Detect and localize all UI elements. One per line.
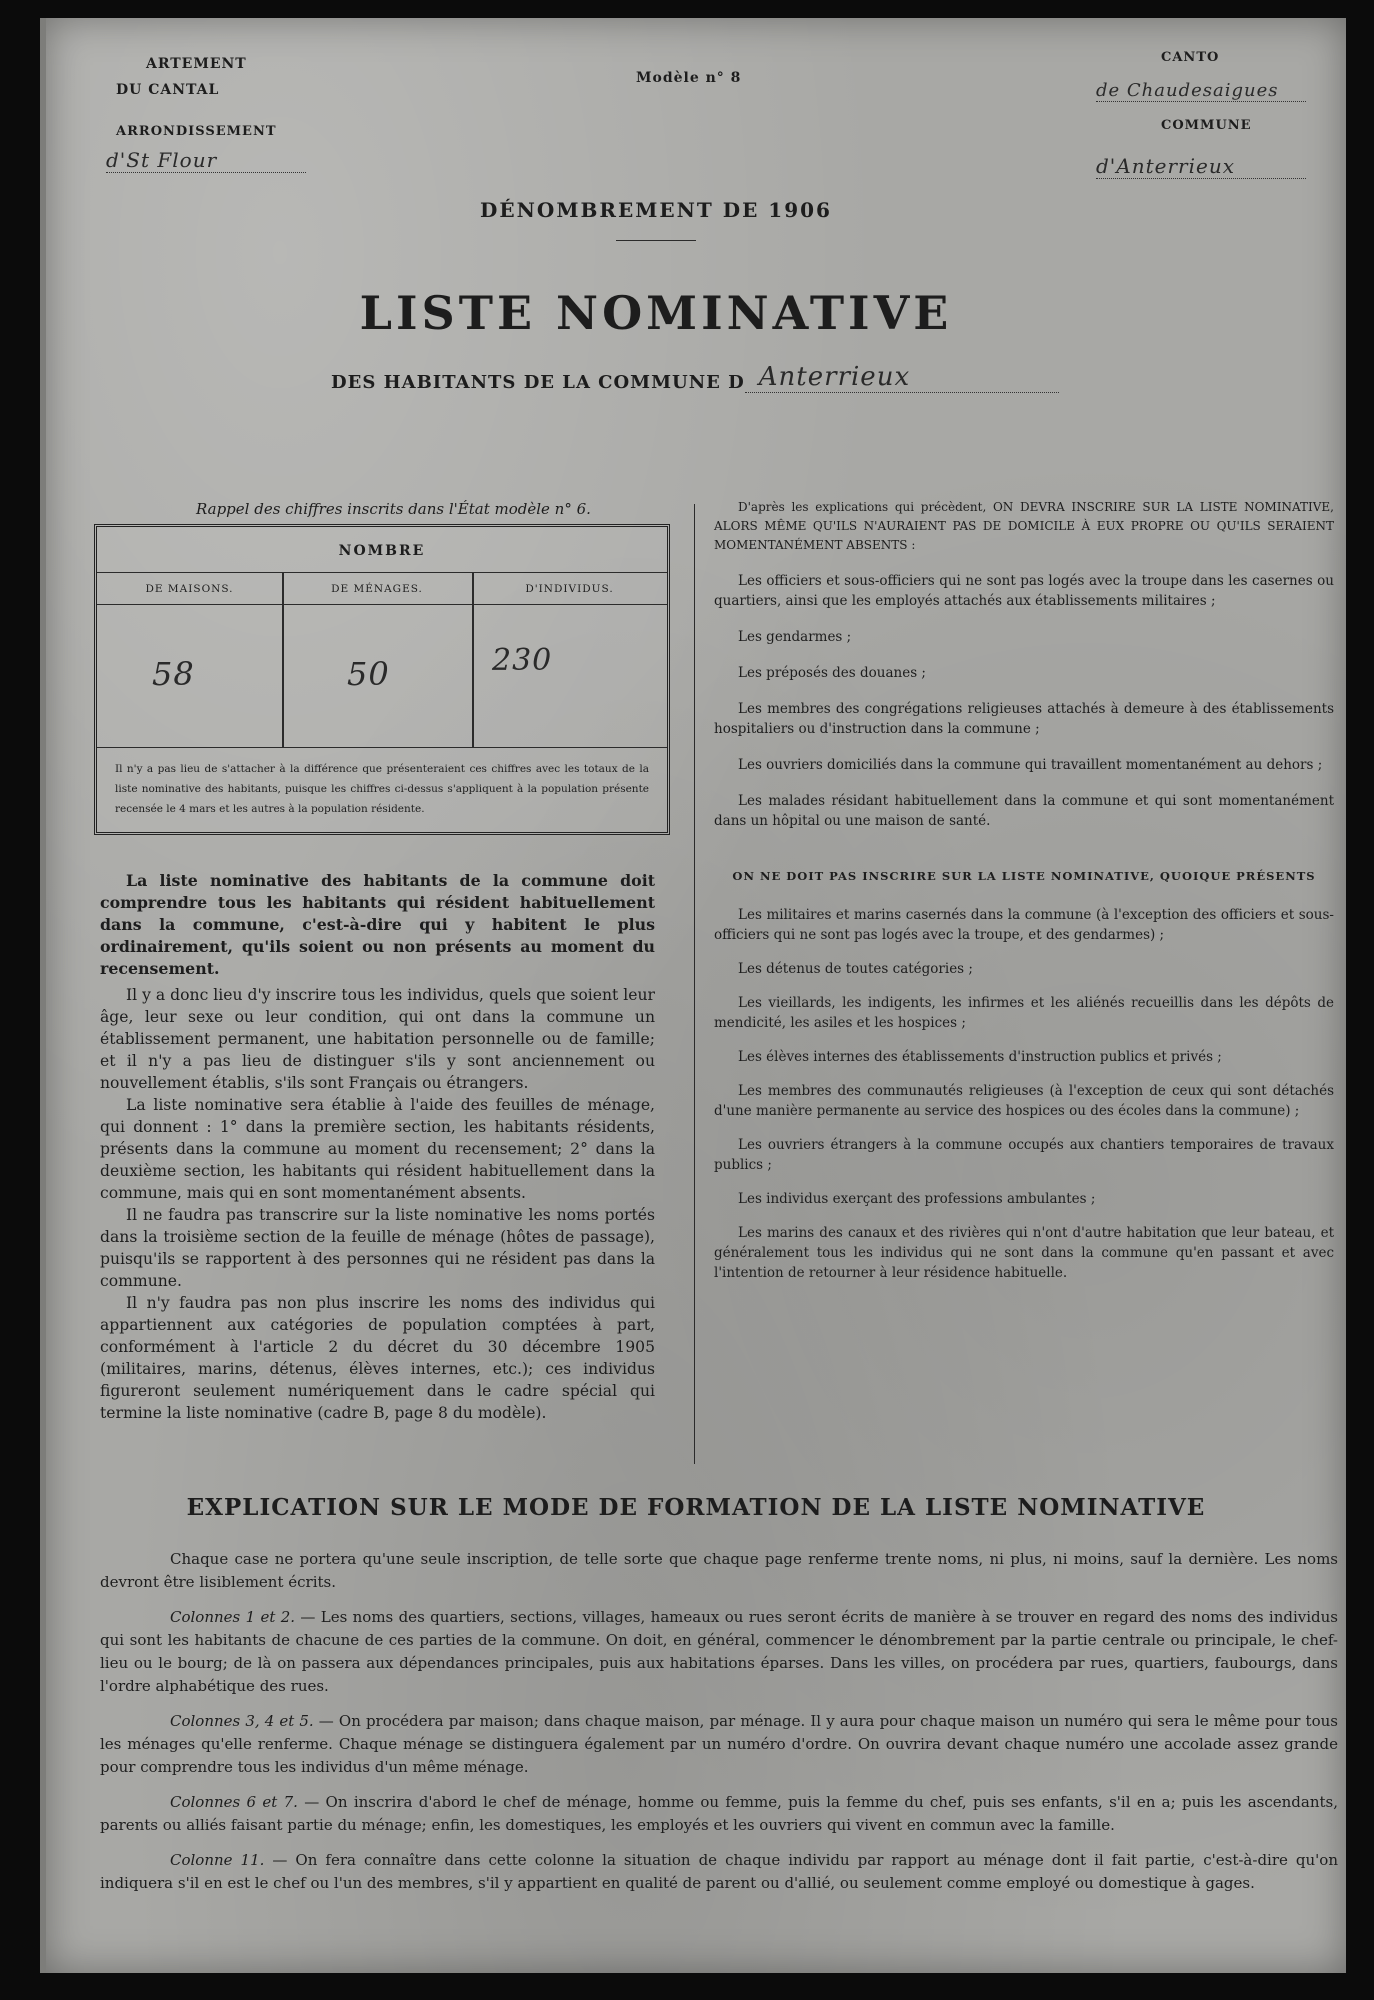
list-item: Les individus exerçant des professions ambulantes ;	[738, 1191, 1096, 1207]
column-divider	[694, 504, 695, 1464]
left-paragraph-4: Il ne faudra pas transcrire sur la liste nominative les noms portés dans la troisième section de la feuille de ménage (hôtes de passage), puisqu'ils se rapportent à des personnes qui ne résident pas dans la commune.	[100, 1206, 655, 1290]
explanation-item	[100, 1606, 1338, 1698]
list-item: Les ouvriers étrangers à la commune occupés aux chantiers temporaires de travaux publics ;	[714, 1137, 1334, 1173]
list-item: Les détenus de toutes catégories ;	[738, 961, 973, 977]
recall-col-maisons: DE MAISONS.	[145, 583, 234, 595]
document-sheet	[40, 18, 1346, 1973]
recall-note-rule	[97, 747, 667, 748]
right-intro: D'après les explications qui précèdent, ON DEVRA INSCRIRE SUR LA LISTE NOMINATIVE, ALORS MÊME QU'ILS N'AURAIENT PAS DE DOMICILE À EUX PROPRE OU QU'ILS SERAIENT MOMENTANÉMENT ABSENTS :	[714, 500, 1334, 552]
explanation-item	[100, 1710, 1338, 1779]
left-paragraph-5: Il n'y faudra pas non plus inscrire les noms des individus qui appartiennent aux catégories de population comptées à part, conformément à l'article 2 du décret du 30 décembre 1905 (militaires, marins, détenus, élèves internes, etc.); ces individus figureront seulement numériquement dans le cadre spécial qui termine la liste nominative (cadre B, page 8 du modèle).	[100, 1294, 655, 1422]
recall-table	[94, 524, 670, 835]
recall-col-menages: DE MÉNAGES.	[331, 583, 423, 595]
include-list	[714, 571, 1334, 831]
header-department-line1: ARTEMENT	[146, 56, 247, 72]
recall-value-maisons: 58	[152, 655, 195, 693]
left-paragraph-3: La liste nominative sera établie à l'aide des feuilles de ménage, qui donnent : 1° dans la première section, les habitants résidents, présents dans la commune au moment du recensement; 2° dans la deuxième section, les habitants qui résident habituellement dans la commune, mais qui en sont momentanément absents.	[100, 1096, 655, 1202]
title-divider	[616, 240, 696, 241]
recall-vrule-1	[282, 572, 284, 747]
explanation-items	[100, 1606, 1338, 1895]
explanation-heading: EXPLICATION SUR LE MODE DE FORMATION DE LA LISTE NOMINATIVE	[186, 1494, 1206, 1521]
recall-col-individus: D'INDIVIDUS.	[525, 583, 614, 595]
header-canton-handwritten: de Chaudesaigues	[1096, 80, 1306, 102]
explanation-item-text: — Les noms des quartiers, sections, villages, hameaux ou rues seront écrits de manière à se trouver en regard des noms des individus qui sont les habitants de chacune de ces parties de la commune. On doit, en général, commencer le dénombrement par la partie centrale ou principale, le chef-lieu ou le bourg; de là on passera aux dépendances principales, puis aux habitations éparses. Dans les villes, on procédera par rues, quartiers, faubourgs, dans l'ordre alphabétique des rues.	[100, 1608, 1339, 1695]
explanation-intro: Chaque case ne portera qu'une seule inscription, de telle sorte que chaque page renferme trente noms, ni plus, ni moins, sauf la dernière. Les noms devront être lisiblement écrits.	[100, 1550, 1338, 1591]
explanation-item-label: Colonnes 6 et 7.	[170, 1793, 298, 1811]
explanation-item-label: Colonnes 1 et 2.	[170, 1608, 296, 1626]
recall-value-individus: 230	[492, 643, 553, 678]
explanation-item	[100, 1849, 1338, 1895]
denombrement-title: DÉNOMBREMENT DE 1906	[480, 198, 832, 222]
list-item: Les membres des congrégations religieuses attachés à demeure à des établissements hospitaliers ou d'instruction dans la commune ;	[714, 701, 1334, 737]
explanation-item-text: — On procédera par maison; dans chaque maison, par ménage. Il y aura pour chaque maison un numéro qui sera le même pour tous les ménages qu'elle renferme. Chaque ménage se distinguera également par un numéro d'ordre. On ouvrira devant chaque numéro une accolade assez grande pour comprendre tous les individus d'un même ménage.	[100, 1712, 1338, 1776]
header-canton-label: CANTO	[1161, 50, 1220, 65]
list-item: Les élèves internes des établissements d'instruction publics et privés ;	[738, 1049, 1222, 1065]
recall-value-menages: 50	[347, 655, 390, 693]
explanation-item-text: — On inscrira d'abord le chef de ménage, homme ou femme, puis la femme du chef, puis ses enfants, s'il en a; puis les ascendants, parents ou alliés faisant partie du ménage; enfin, les domestiques, les employés et les ouvriers qui vivent en commun avec la famille.	[100, 1793, 1339, 1834]
explanation-body	[100, 1548, 1338, 1907]
header-commune-label: COMMUNE	[1161, 118, 1252, 133]
left-paragraph-2: Il y a donc lieu d'y inscrire tous les individus, quels que soient leur âge, leur sexe ou leur condition, qui ont dans la commune un établissement permanent, une habitation personnelle ou de famille; et il n'y a pas lieu de distinguer s'ils y sont anciennement ou nouvellement établis, s'ils sont Français ou étrangers.	[100, 986, 655, 1092]
recall-vrule-2	[472, 572, 474, 747]
right-column	[714, 498, 1334, 1297]
explanation-item	[100, 1791, 1338, 1837]
header-commune-handwritten: d'Anterrieux	[1096, 154, 1306, 179]
explanation-item-text: — On fera connaître dans cette colonne la situation de chaque individu par rapport au ménage dont il fait partie, c'est-à-dire qu'on indiquera s'il en est le chef ou l'un des membres, s'il y appartient en qualité de parent ou d'allié, ou seulement comme employé ou domestique à gages.	[100, 1851, 1338, 1892]
commune-line	[331, 362, 1059, 393]
left-paragraph-1: La liste nominative des habitants de la commune doit comprendre tous les habitants qui résident habituellement dans la commune, c'est-à-dire qui y habitent le plus ordinairement, qu'ils soient ou non présents au moment du recensement.	[100, 871, 655, 978]
explanation-item-label: Colonnes 3, 4 et 5.	[170, 1712, 314, 1730]
left-column	[100, 870, 655, 1424]
list-item: Les marins des canaux et des rivières qui n'ont d'autre habitation que leur bateau, et généralement tous les individus qui ne sont dans la commune qu'en passant et avec l'intention de retourner à leur résidence habituelle.	[714, 1225, 1334, 1281]
exclude-list	[714, 905, 1334, 1283]
list-item: Les militaires et marins casernés dans la commune (à l'exception des officiers et sous-officiers qui ne sont pas logés avec la troupe, et des gendarmes) ;	[714, 907, 1334, 943]
model-number: Modèle n° 8	[636, 70, 742, 86]
commune-prefix: DES HABITANTS DE LA COMMUNE D	[331, 372, 745, 393]
list-item: Les vieillards, les indigents, les infirmes et les aliénés recueillis dans les dépôts de mendicité, les asiles et les hospices ;	[714, 995, 1334, 1031]
explanation-item-label: Colonne 11.	[170, 1851, 265, 1869]
list-item: Les malades résidant habituellement dans la commune et qui sont momentanément dans un hôpital ou une maison de santé.	[714, 793, 1334, 829]
list-item: Les officiers et sous-officiers qui ne sont pas logés avec la troupe dans les casernes ou quartiers, ainsi que les employés attachés aux établissements militaires ;	[714, 573, 1334, 609]
list-item: Les préposés des douanes ;	[738, 665, 926, 681]
recall-header-rule	[97, 572, 667, 573]
commune-handwritten: Anterrieux	[745, 362, 1059, 393]
recall-caption: Rappel des chiffres inscrits dans l'État modèle n° 6.	[196, 500, 591, 518]
recall-note: Il n'y a pas lieu de s'attacher à la différence que présenteraient ces chiffres avec les totaux de la liste nominative des habitants, puisque les chiffres ci-dessus s'appliquent à la population présente recensée le 4 mars et les autres à la population résidente.	[115, 763, 649, 815]
header-arrondissement-label: ARRONDISSEMENT	[116, 124, 277, 139]
page-title: LISTE NOMINATIVE	[359, 286, 953, 340]
recall-group-header: NOMBRE	[338, 543, 426, 559]
recall-col-rule	[97, 604, 667, 605]
list-item: Les ouvriers domiciliés dans la commune qui travaillent momentanément au dehors ;	[738, 757, 1323, 773]
list-item: Les gendarmes ;	[738, 629, 852, 645]
header-department-line2: DU CANTAL	[116, 82, 220, 98]
header-arrondissement-handwritten: d'St Flour	[106, 148, 306, 173]
exclude-heading: ON NE DOIT PAS INSCRIRE SUR LA LISTE NOMINATIVE, QUOIQUE PRÉSENTS	[732, 869, 1316, 883]
list-item: Les membres des communautés religieuses (à l'exception de ceux qui sont détachés d'une manière permanente au service des hospices ou des écoles dans la commune) ;	[714, 1083, 1334, 1119]
